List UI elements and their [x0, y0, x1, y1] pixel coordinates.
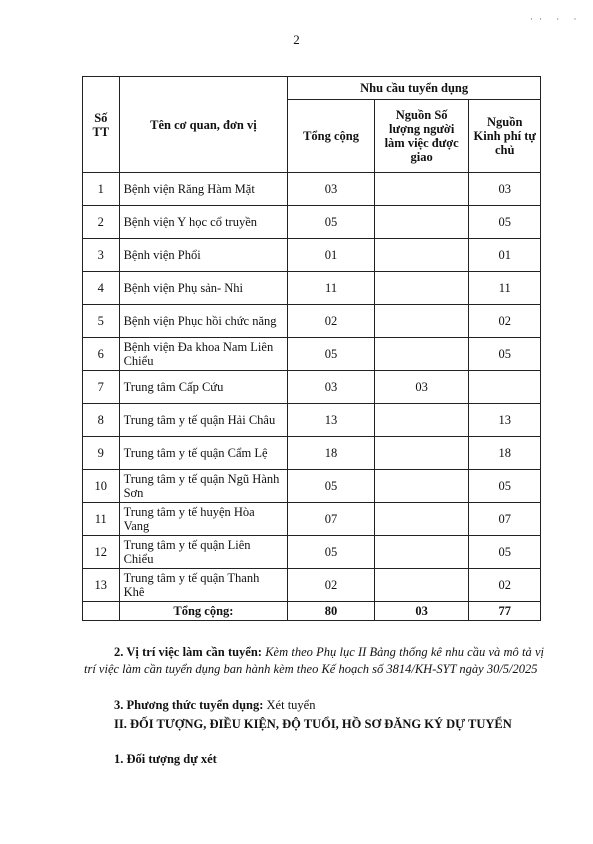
scan-artifact-dots: ·· · ·: [530, 14, 583, 24]
section-2-body: Kèm theo Phụ lục II Bảng thống kê nhu cầu và mô tả vị trí việc làm cần tuyển dụng ban hành kèm theo Kế hoạch số 3814/KH-SYT ngày 30/5/2025: [84, 645, 544, 676]
row-no: 8: [83, 404, 120, 437]
table-row: [83, 470, 541, 503]
row-total: 02: [288, 305, 375, 338]
row-self: 05: [469, 338, 541, 371]
row-total: 03: [288, 173, 375, 206]
row-self: 05: [469, 536, 541, 569]
row-staff: [374, 569, 469, 602]
table-row: [83, 569, 541, 602]
row-no: 4: [83, 272, 120, 305]
row-no: 9: [83, 437, 120, 470]
section-ii-heading: II. ĐỐI TƯỢNG, ĐIỀU KIỆN, ĐỘ TUỔI, HỒ SƠ ĐĂNG KÝ DỰ TUYỂN: [114, 717, 512, 731]
row-total: 03: [288, 371, 375, 404]
row-staff: [374, 338, 469, 371]
table-total-row: [83, 602, 541, 621]
table-row: [83, 371, 541, 404]
row-staff: [374, 470, 469, 503]
row-name: Bệnh viện Phục hồi chức năng: [119, 305, 288, 338]
section-3-title: 3. Phương thức tuyển dụng:: [114, 698, 264, 712]
row-no: 11: [83, 503, 120, 536]
row-staff: [374, 305, 469, 338]
row-staff: [374, 206, 469, 239]
row-no: 5: [83, 305, 120, 338]
row-staff: [374, 437, 469, 470]
header-source-staff: Nguồn Số lượng người làm việc được giao: [374, 100, 469, 173]
page-number: 2: [293, 32, 300, 47]
row-no: 2: [83, 206, 120, 239]
row-self: 18: [469, 437, 541, 470]
row-self: 11: [469, 272, 541, 305]
total-self: 77: [469, 602, 541, 621]
table-row: [83, 503, 541, 536]
section-3-paragraph: [84, 697, 544, 714]
row-self: 05: [469, 206, 541, 239]
row-total: 01: [288, 239, 375, 272]
row-no: 13: [83, 569, 120, 602]
row-self: [469, 371, 541, 404]
row-no: 7: [83, 371, 120, 404]
row-total: 02: [288, 569, 375, 602]
total-staff: 03: [374, 602, 469, 621]
row-name: Trung tâm y tế quận Ngũ Hành Sơn: [119, 470, 288, 503]
table-row: [83, 404, 541, 437]
row-self: 03: [469, 173, 541, 206]
table-row: [83, 338, 541, 371]
section-2-paragraph: [84, 644, 544, 678]
row-name: Trung tâm y tế quận Liên Chiểu: [119, 536, 288, 569]
table-row: [83, 437, 541, 470]
row-staff: [374, 173, 469, 206]
header-demand-group: Nhu cầu tuyển dụng: [288, 77, 541, 100]
row-total: 07: [288, 503, 375, 536]
row-staff: [374, 404, 469, 437]
row-no: 3: [83, 239, 120, 272]
table-body: [83, 173, 541, 602]
row-name: Trung tâm y tế quận Hải Châu: [119, 404, 288, 437]
row-staff: [374, 536, 469, 569]
total-sum: 80: [288, 602, 375, 621]
row-staff: 03: [374, 371, 469, 404]
table-row: [83, 173, 541, 206]
row-total: 11: [288, 272, 375, 305]
row-name: Bệnh viện Phổi: [119, 239, 288, 272]
table-row: [83, 206, 541, 239]
row-name: Bệnh viện Phụ sản- Nhi: [119, 272, 288, 305]
row-no: 6: [83, 338, 120, 371]
row-self: 13: [469, 404, 541, 437]
row-total: 05: [288, 338, 375, 371]
header-total: Tổng cộng: [288, 100, 375, 173]
row-name: Trung tâm y tế quận Cẩm Lệ: [119, 437, 288, 470]
row-total: 18: [288, 437, 375, 470]
table-row: [83, 239, 541, 272]
row-self: 02: [469, 305, 541, 338]
subsection-1-title: 1. Đối tượng dự xét: [114, 752, 217, 766]
row-self: 02: [469, 569, 541, 602]
row-staff: [374, 503, 469, 536]
header-name: Tên cơ quan, đơn vị: [119, 77, 288, 173]
header-no: Số TT: [83, 77, 120, 173]
section-2-title: 2. Vị trí việc làm cần tuyển:: [114, 645, 262, 659]
table-row: [83, 305, 541, 338]
row-total: 05: [288, 536, 375, 569]
row-name: Trung tâm y tế huyện Hòa Vang: [119, 503, 288, 536]
row-name: Bệnh viện Y học cổ truyền: [119, 206, 288, 239]
row-self: 05: [469, 470, 541, 503]
recruitment-table: [82, 76, 541, 621]
row-staff: [374, 239, 469, 272]
row-self: 07: [469, 503, 541, 536]
row-total: 05: [288, 470, 375, 503]
total-label: Tổng cộng:: [119, 602, 288, 621]
row-name: Trung tâm y tế quận Thanh Khê: [119, 569, 288, 602]
row-staff: [374, 272, 469, 305]
table-row: [83, 536, 541, 569]
row-name: Trung tâm Cấp Cứu: [119, 371, 288, 404]
row-no: 10: [83, 470, 120, 503]
section-3-body: Xét tuyển: [266, 698, 316, 712]
header-source-self: Nguồn Kinh phí tự chủ: [469, 100, 541, 173]
table-row: [83, 272, 541, 305]
row-total: 13: [288, 404, 375, 437]
row-total: 05: [288, 206, 375, 239]
row-no: 12: [83, 536, 120, 569]
row-name: Bệnh viện Đa khoa Nam Liên Chiểu: [119, 338, 288, 371]
row-name: Bệnh viện Răng Hàm Mặt: [119, 173, 288, 206]
row-no: 1: [83, 173, 120, 206]
row-self: 01: [469, 239, 541, 272]
